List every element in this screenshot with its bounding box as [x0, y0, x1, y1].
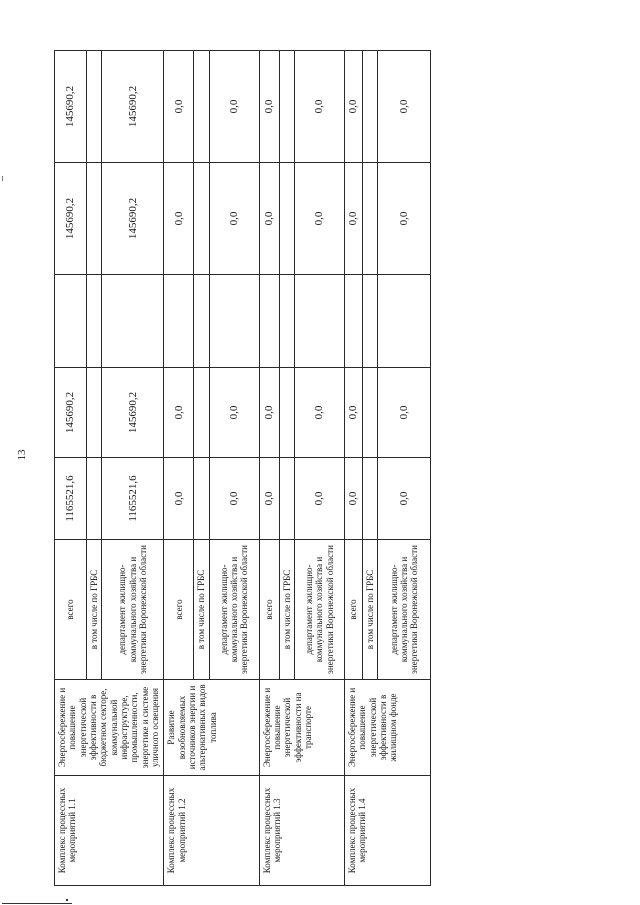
value-cell — [279, 275, 294, 368]
activity-cell: Развитие возобновляемых источников энергии и альтернативных видов топлива — [164, 680, 259, 776]
value-cell: 0,0 — [295, 458, 345, 540]
budget-label-cell: в том числе по ГРБС — [279, 540, 294, 680]
value-cell: 0,0 — [209, 458, 259, 540]
budget-label-cell: всего — [345, 540, 363, 680]
value-cell: 0,0 — [259, 368, 279, 458]
value-cell: 0,0 — [345, 368, 363, 458]
program-cell: Комплекс процессных мероприятий 1.1 — [55, 776, 164, 886]
value-cell: 145690,2 — [102, 163, 164, 275]
budget-label-cell: в том числе по ГРБС — [87, 540, 102, 680]
value-cell: 0,0 — [295, 51, 345, 163]
value-cell — [87, 368, 102, 458]
value-cell: 0,0 — [295, 163, 345, 275]
budget-label-cell: департамент жилищно-коммунального хозяйства и энергетики Воронежской области — [102, 540, 164, 680]
value-cell — [362, 163, 377, 275]
budget-label-cell: в том числе по ГРБС — [194, 540, 209, 680]
value-cell: 0,0 — [164, 51, 194, 163]
value-cell: 0,0 — [259, 163, 279, 275]
value-cell — [102, 275, 164, 368]
value-cell — [362, 368, 377, 458]
table-area — [54, 51, 430, 886]
value-cell: 0,0 — [209, 51, 259, 163]
scan-mark — [2, 176, 3, 181]
activity-cell: Энергосбережение и повышение энергетической эффективности на транспорте — [259, 680, 344, 776]
budget-label-cell: департамент жилищно-коммунального хозяйства и энергетики Воронежской области — [295, 540, 345, 680]
value-cell: 0,0 — [345, 458, 363, 540]
value-cell — [194, 163, 209, 275]
value-cell: 145690,2 — [55, 51, 87, 163]
value-cell — [279, 51, 294, 163]
footnote-rule — [2, 903, 72, 904]
value-cell — [194, 51, 209, 163]
table-row — [55, 51, 87, 886]
value-cell: 0,0 — [295, 368, 345, 458]
value-cell: 0,0 — [378, 458, 431, 540]
program-cell: Комплекс процессных мероприятий 1.3 — [259, 776, 344, 886]
budget-label-cell: всего — [164, 540, 194, 680]
value-cell: 0,0 — [164, 458, 194, 540]
value-cell — [194, 458, 209, 540]
value-cell: 0,0 — [259, 51, 279, 163]
value-cell: 0,0 — [164, 163, 194, 275]
value-cell — [378, 275, 431, 368]
value-cell: 0,0 — [164, 368, 194, 458]
value-cell — [87, 458, 102, 540]
value-cell — [362, 51, 377, 163]
value-cell — [259, 275, 279, 368]
value-cell: 1165521,6 — [102, 458, 164, 540]
value-cell — [279, 368, 294, 458]
value-cell: 0,0 — [378, 51, 431, 163]
value-cell — [194, 368, 209, 458]
table-row — [345, 51, 363, 886]
value-cell — [345, 275, 363, 368]
value-cell: 145690,2 — [55, 163, 87, 275]
value-cell: 0,0 — [209, 163, 259, 275]
value-cell — [87, 51, 102, 163]
value-cell: 145690,2 — [102, 51, 164, 163]
value-cell: 0,0 — [209, 368, 259, 458]
budget-label-cell: в том числе по ГРБС — [362, 540, 377, 680]
table-row — [164, 51, 194, 886]
value-cell — [362, 275, 377, 368]
budget-label-cell: всего — [259, 540, 279, 680]
activity-cell: Энергосбережение и повышение энергетической эффективности в бюджетном секторе, коммунальной инфраструктуре, промышленности, энергетике и системе уличного освещения — [55, 680, 164, 776]
value-cell: 145690,2 — [55, 368, 87, 458]
page-number: 13 — [16, 449, 28, 461]
table-row — [259, 51, 279, 886]
value-cell — [279, 163, 294, 275]
value-cell — [55, 275, 87, 368]
value-cell: 1165521,6 — [55, 458, 87, 540]
budget-table — [54, 50, 431, 886]
budget-label-cell: департамент жилищно-коммунального хозяйства и энергетики Воронежской области — [378, 540, 431, 680]
value-cell: 145690,2 — [102, 368, 164, 458]
value-cell — [362, 458, 377, 540]
value-cell: 0,0 — [259, 458, 279, 540]
value-cell: 0,0 — [378, 368, 431, 458]
value-cell: 0,0 — [345, 163, 363, 275]
program-cell: Комплекс процессных мероприятий 1.4 — [345, 776, 431, 886]
value-cell: 0,0 — [345, 51, 363, 163]
value-cell — [295, 275, 345, 368]
value-cell: 0,0 — [378, 163, 431, 275]
value-cell — [87, 163, 102, 275]
value-cell — [164, 275, 194, 368]
value-cell — [194, 275, 209, 368]
value-cell — [87, 275, 102, 368]
budget-label-cell: всего — [55, 540, 87, 680]
value-cell — [279, 458, 294, 540]
program-cell: Комплекс процессных мероприятий 1.2 — [164, 776, 259, 886]
scan-dot — [66, 899, 68, 901]
budget-label-cell: департамент жилищно-коммунального хозяйства и энергетики Воронежской области — [209, 540, 259, 680]
activity-cell: Энергосбережение и повышение энергетической эффективности в жилищном фонде — [345, 680, 431, 776]
value-cell — [209, 275, 259, 368]
